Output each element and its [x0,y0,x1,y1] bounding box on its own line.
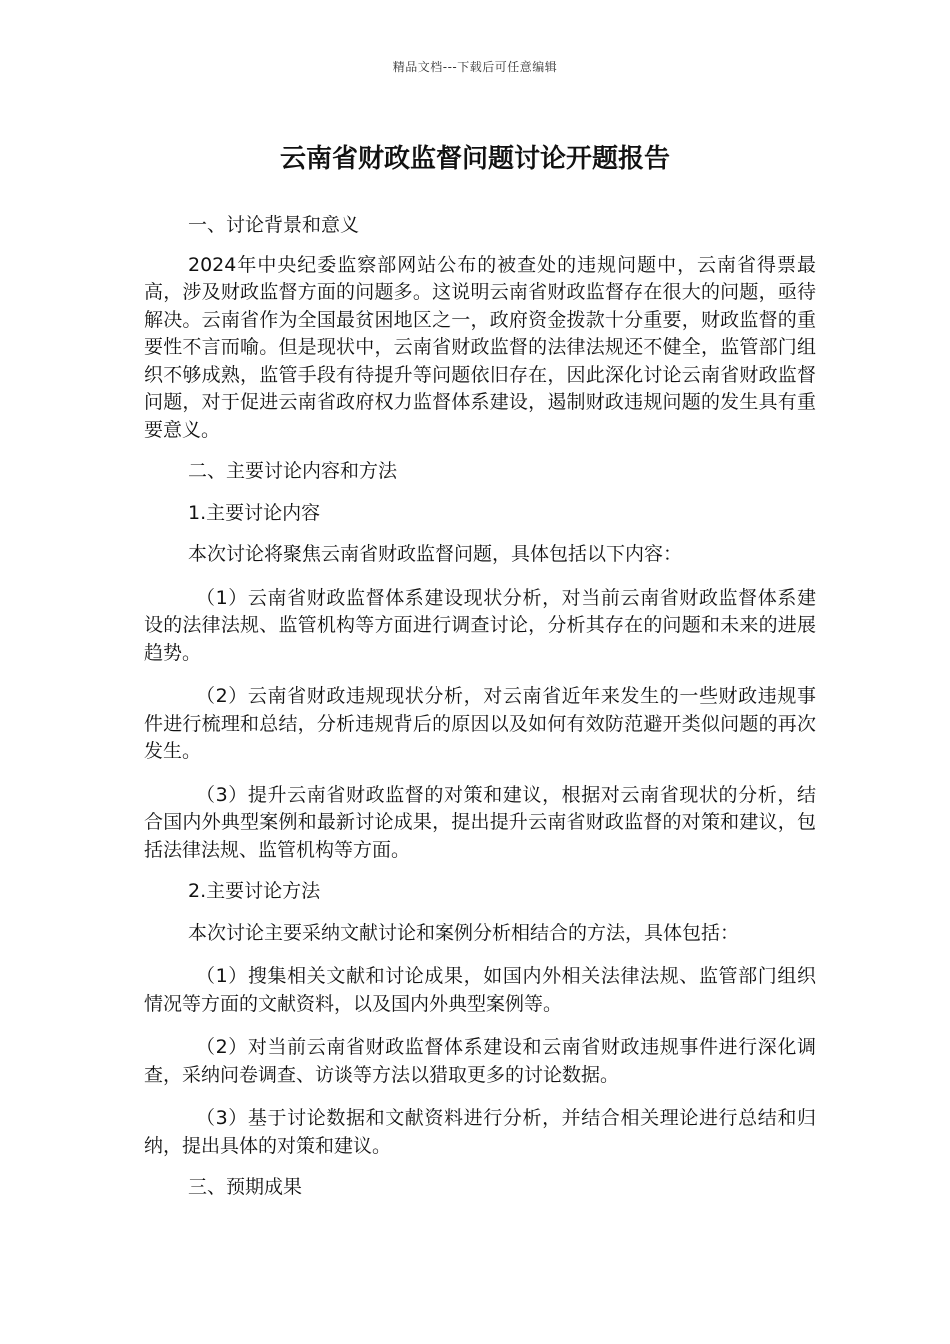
document-body [144,212,816,1202]
section-heading-expected-results: 三、预期成果 [188,1176,303,1198]
research-content-item-3: （3）提升云南省财政监督的对策和建议，根据对云南省现状的分析，结合国内外典型案例和最新讨论成果，提出提升云南省财政监督的对策和建议，包括法律法规、监管机构等方面。 [144,783,816,861]
research-content-intro: 本次讨论将聚焦云南省财政监督问题，具体包括以下内容： [188,543,683,565]
header-note: 精品文档---下载后可任意编辑 [392,60,558,74]
research-content-item-1: （1）云南省财政监督体系建设现状分析，对当前云南省财政监督体系建设的法律法规、监管机构等方面进行调查讨论，分析其存在的问题和未来的进展趋势。 [144,586,816,664]
research-methods-intro: 本次讨论主要采纳文献讨论和案例分析相结合的方法，具体包括： [188,921,740,944]
research-methods-item-3: （3）基于讨论数据和文献资料进行分析，并结合相关理论进行总结和归纳，提出具体的对策和建议。 [144,1107,816,1157]
subheading-research-methods: 2.主要讨论方法 [188,880,321,902]
page-title: 云南省财政监督问题讨论开题报告 [279,144,670,174]
section-heading-background: 一、讨论背景和意义 [188,214,360,236]
research-methods-item-2: （2）对当前云南省财政监督体系建设和云南省财政违规事件进行深化调查，采纳问卷调查、访谈等方法以猎取更多的讨论数据。 [144,1036,816,1086]
background-paragraph: 2024年中央纪委监察部网站公布的被查处的违规问题中，云南省得票最高，涉及财政监督方面的问题多。这说明云南省财政监督存在很大的问题，亟待解决。云南省作为全国最贫困地区之一，政府资金拨款十分重要，财政监督的重要性不言而喻。但是现状中，云南省财政监督的法律法规还不健全，监管部门组织不够成熟，监管手段有待提升等问题依旧存在，因此深化讨论云南省财政监督问题，对于促进云南省政府权力监督体系建设，遏制财政违规问题的发生具有重要意义。 [144,253,816,441]
research-content-item-2: （2）云南省财政违规现状分析，对云南省近年来发生的一些财政违规事件进行梳理和总结，分析违规背后的原因以及如何有效防范避开类似问题的再次发生。 [144,685,816,762]
research-methods-item-1: （1）搜集相关文献和讨论成果，如国内外相关法律法规、监管部门组织情况等方面的文献资料，以及国内外典型案例等。 [144,965,816,1015]
subheading-research-content: 1.主要讨论内容 [188,501,321,524]
section-heading-content-methods: 二、主要讨论内容和方法 [188,460,398,482]
